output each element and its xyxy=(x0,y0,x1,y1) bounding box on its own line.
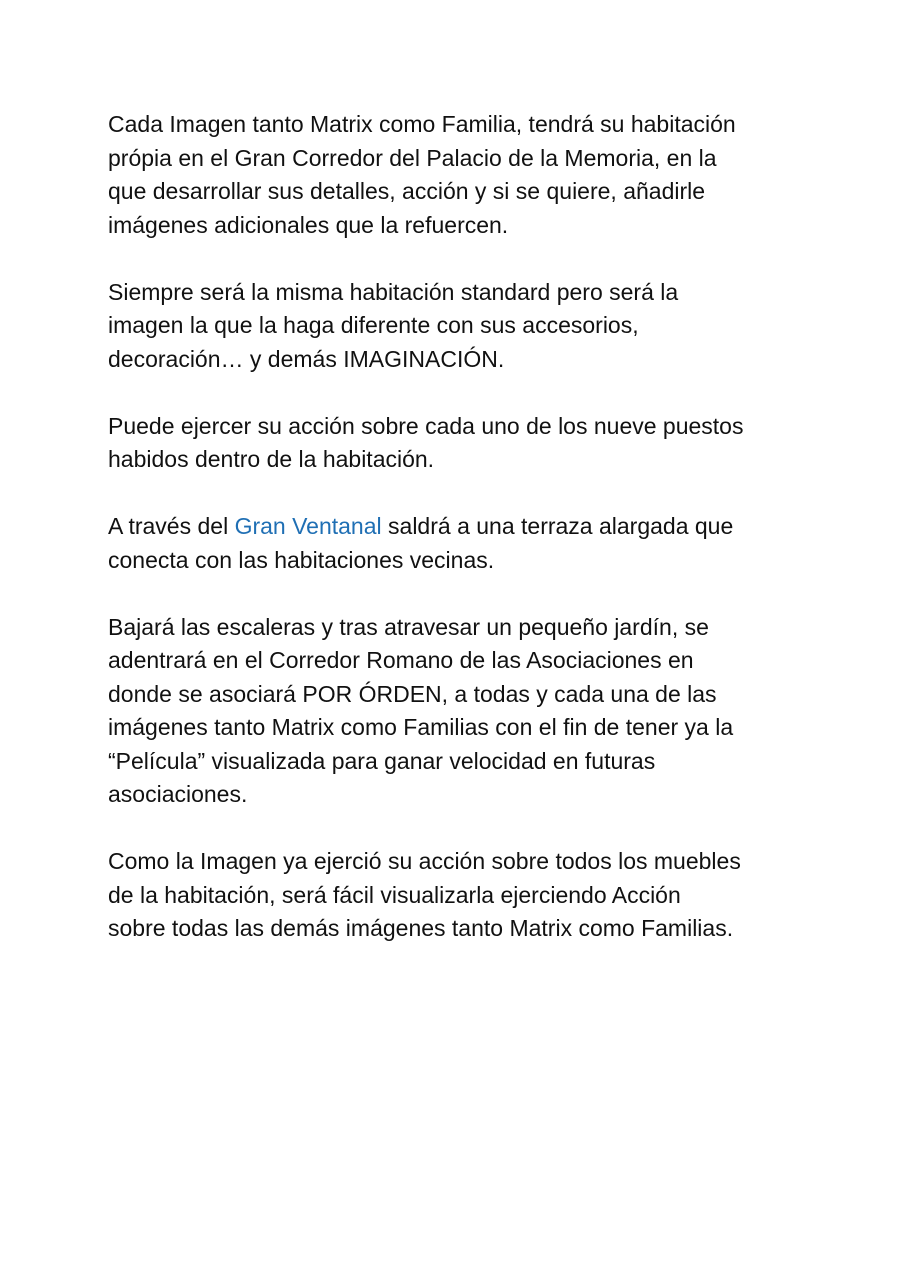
paragraph-6 xyxy=(108,845,808,946)
text-fragment: A través del xyxy=(108,513,235,539)
text-line: Siempre será la misma habitación standard pero será la xyxy=(108,278,679,305)
text-fragment: saldrá a una terraza alargada que xyxy=(381,513,734,539)
text-line xyxy=(108,510,808,544)
text-line: conecta con las habitaciones vecinas. xyxy=(108,546,495,573)
text-line: habidos dentro de la habitación. xyxy=(108,446,435,472)
text-line: Puede ejercer su acción sobre cada uno de los nueve puestos xyxy=(108,412,744,439)
text-line: decoración… y demás IMAGINACIÓN. xyxy=(108,345,505,372)
text-line: Bajará las escaleras y tras atravesar un pequeño jardín, se xyxy=(108,613,709,640)
text-line: “Película” visualizada para ganar velocidad en futuras xyxy=(108,747,656,774)
text-line: que desarrollar sus detalles, acción y si se quiere, añadirle xyxy=(108,178,706,204)
text-line: imagen la que la haga diferente con sus accesorios, xyxy=(108,312,639,338)
document-body xyxy=(108,108,808,979)
text-line: imágenes tanto Matrix como Familias con el fin de tener ya la xyxy=(108,714,734,740)
text-line: Cada Imagen tanto Matrix como Familia, tendrá su habitación xyxy=(108,111,736,137)
text-line: asociaciones. xyxy=(108,781,248,807)
text-line: adentrará en el Corredor Romano de las Asociaciones en xyxy=(108,647,694,673)
text-line: donde se asociará POR ÓRDEN, a todas y cada una de las xyxy=(108,680,717,707)
text-line: imágenes adicionales que la refuercen. xyxy=(108,211,509,238)
text-line: Como la Imagen ya ejerció su acción sobre todos los muebles xyxy=(108,848,741,874)
paragraph-1 xyxy=(108,108,808,242)
gran-ventanal-highlight: Gran Ventanal xyxy=(234,513,382,539)
text-line: sobre todas las demás imágenes tanto Matrix como Familias. xyxy=(108,915,734,941)
paragraph-3 xyxy=(108,410,808,477)
text-line: própia en el Gran Corredor del Palacio de la Memoria, en la xyxy=(108,144,717,171)
paragraph-2 xyxy=(108,276,808,377)
paragraph-4 xyxy=(108,510,808,577)
text-line: de la habitación, será fácil visualizarla ejerciendo Acción xyxy=(108,881,681,908)
paragraph-5 xyxy=(108,611,808,812)
